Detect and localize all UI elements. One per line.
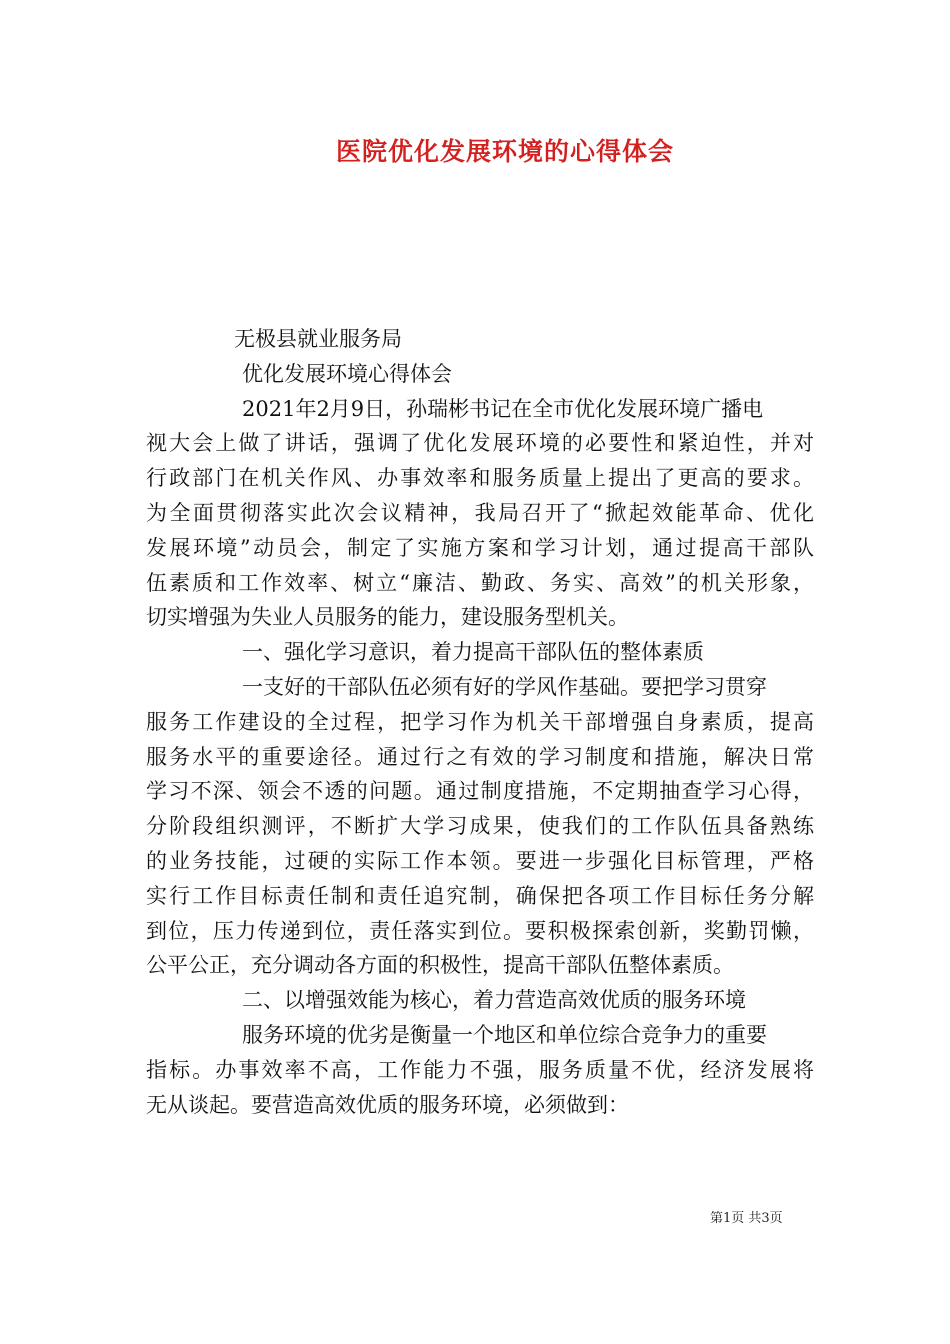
text-line: 公平公正，充分调动各方面的积极性，提高干部队伍整体素质。 (146, 953, 734, 978)
text-line: 的业务技能，过硬的实际工作本领。要进一步强化目标管理，严格 (146, 848, 814, 873)
text-line: 学习不深、领会不透的问题。通过制度措施，不定期抽查学习心得， (146, 779, 814, 804)
text-line: 实行工作目标责任制和责任追究制，确保把各项工作目标任务分解 (146, 883, 814, 908)
section-heading: 二、以增强效能为核心，着力营造高效优质的服务环境 (242, 988, 746, 1013)
text-line: 无极县就业服务局 (234, 327, 402, 351)
text-line: 一支好的干部队伍必须有好的学风作基础。要把学习贯穿 (242, 674, 767, 699)
section-heading: 一、强化学习意识，着力提高干部队伍的整体素质 (242, 640, 704, 665)
document-title: 医院优化发展环境的心得体会 (335, 137, 674, 166)
text-line: 到位，压力传递到位，责任落实到位。要积极探索创新，奖勤罚懒， (146, 918, 814, 943)
text-line: 服务水平的重要途径。通过行之有效的学习制度和措施，解决日常 (146, 744, 814, 769)
text-line: 服务工作建设的全过程，把学习作为机关干部增强自身素质，提高 (146, 709, 814, 734)
text-line: 2021年2月9日，孙瑞彬书记在全市优化发展环境广播电 (242, 396, 764, 421)
text-line: 伍素质和工作效率、树立“廉洁、勤政、务实、高效”的机关形象， (146, 570, 814, 595)
page-footer: 第1页 共3页 (710, 1211, 783, 1226)
text-line: 服务环境的优劣是衡量一个地区和单位综合竞争力的重要 (242, 1022, 767, 1047)
text-line: 发展环境”动员会，制定了实施方案和学习计划，通过提高干部队 (146, 535, 814, 560)
text-line: 优化发展环境心得体会 (242, 361, 452, 386)
text-line: 分阶段组织测评，不断扩大学习成果，使我们的工作队伍具备熟练 (146, 814, 814, 839)
text-line: 视大会上做了讲话，强调了优化发展环境的必要性和紧迫性，并对 (146, 431, 814, 456)
text-line: 切实增强为失业人员服务的能力，建设服务型机关。 (146, 605, 629, 630)
text-line: 行政部门在机关作风、办事效率和服务质量上提出了更高的要求。 (146, 466, 814, 491)
document-body (146, 322, 814, 1122)
text-line: 为全面贯彻落实此次会议精神，我局召开了“掀起效能革命、优化 (146, 500, 814, 525)
text-line: 无从谈起。要营造高效优质的服务环境，必须做到： (146, 1092, 629, 1117)
text-line: 指标。办事效率不高，工作能力不强，服务质量不优，经济发展将 (146, 1057, 814, 1082)
